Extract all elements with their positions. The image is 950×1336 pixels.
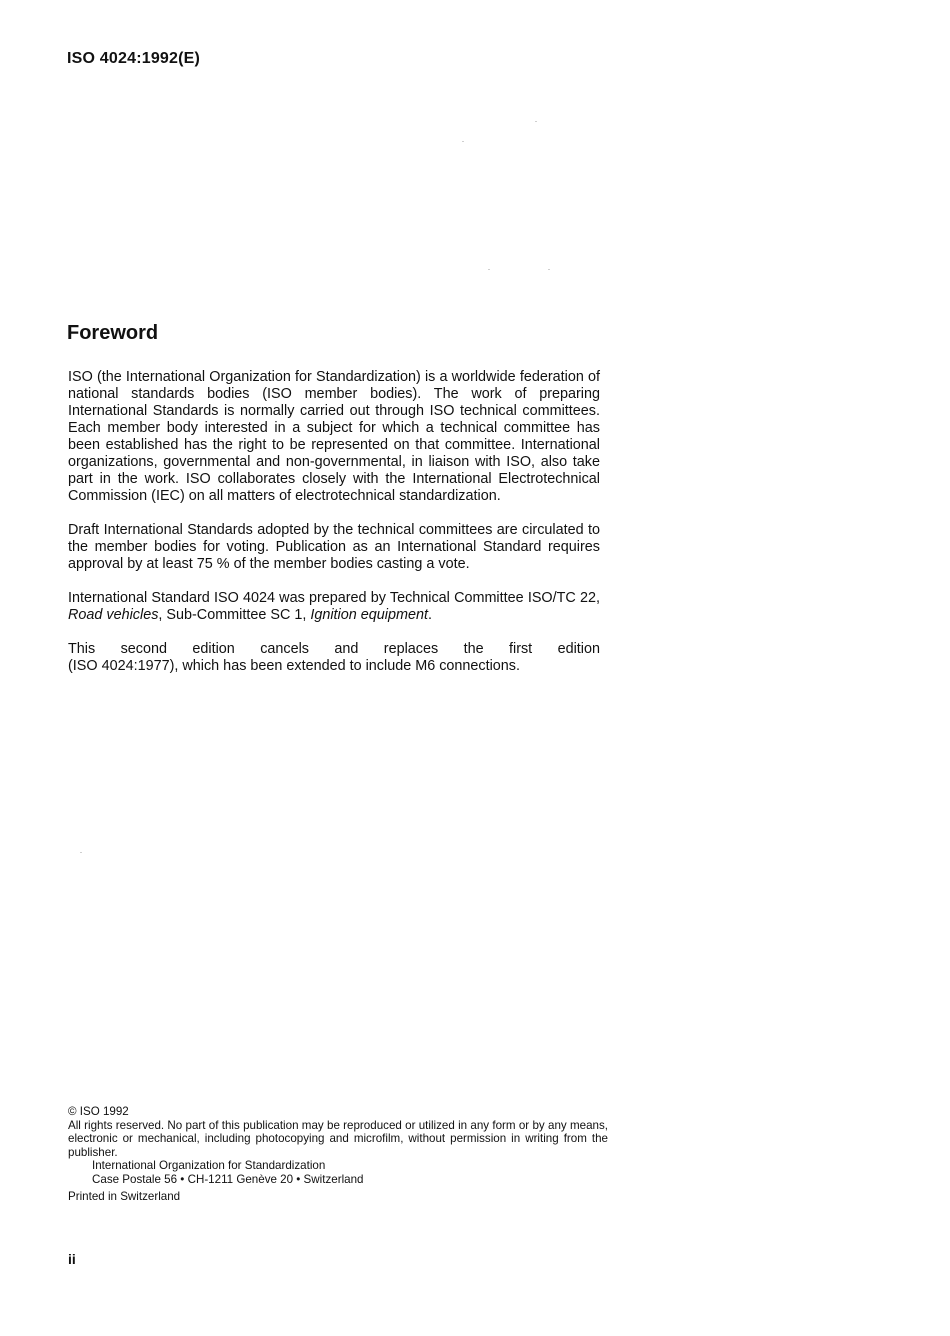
foreword-paragraph-3 [68, 590, 600, 624]
scan-speck [462, 141, 464, 142]
paragraph-3-end: . [427, 607, 432, 623]
scan-speck [548, 269, 550, 270]
document-identifier: ISO 4024:1992(E) [67, 50, 201, 67]
printed-location: Printed in Switzerland [68, 1190, 181, 1203]
subcommittee-name: Ignition equipment [310, 607, 428, 623]
copyright-block [68, 1105, 608, 1204]
foreword-paragraph-2: Draft International Standards adopted by the technical committees are circulated to the member bodies for voting. Publication as an International Standard requires approval by at least 75 % of the member bodies casting a vote. [68, 522, 600, 572]
publisher-address: Case Postale 56 • CH-1211 Genève 20 • Switzerland [92, 1172, 364, 1186]
page-number: ii [68, 1251, 76, 1267]
publisher-organization: International Organization for Standardization [92, 1159, 326, 1172]
paragraph-4-line-2: (ISO 4024:1977), which has been extended to include M6 connections. [68, 658, 520, 674]
scan-speck [80, 852, 82, 853]
scan-speck [535, 121, 537, 122]
foreword-paragraph-4 [68, 641, 600, 675]
foreword-paragraph-1: ISO (the International Organization for Standardization) is a worldwide federation of national standards bodies (ISO member bodies). The work of preparing International Standards is normally carried out through ISO technical committees. Each member body interested in a subject for which a technical committee has been established has the right to be represented on that committee. International organizations, governmental and non-governmental, in liaison with ISO, also take part in the work. ISO collaborates closely with the International Electrotechnical Commission (IEC) on all matters of electrotechnical standardization. [68, 369, 600, 504]
foreword-body [68, 369, 600, 692]
paragraph-3-lead: International Standard ISO 4024 was prepared by Technical Committee ISO/TC 22, [68, 590, 600, 606]
publisher-address-block [68, 1159, 608, 1186]
paragraph-4-line-1: This second edition cancels and replaces the first edition [68, 641, 600, 657]
paragraph-3-mid: , Sub-Committee SC 1, [158, 607, 311, 623]
scan-speck [488, 269, 490, 270]
copyright-notice: © ISO 1992 [68, 1105, 129, 1118]
rights-reserved-text: All rights reserved. No part of this publication may be reproduced or utilized in any form or by any means, electronic or mechanical, including photocopying and microfilm, without permission in writing from the publisher. [68, 1118, 608, 1159]
foreword-heading: Foreword [67, 322, 159, 344]
committee-name: Road vehicles [68, 607, 159, 623]
